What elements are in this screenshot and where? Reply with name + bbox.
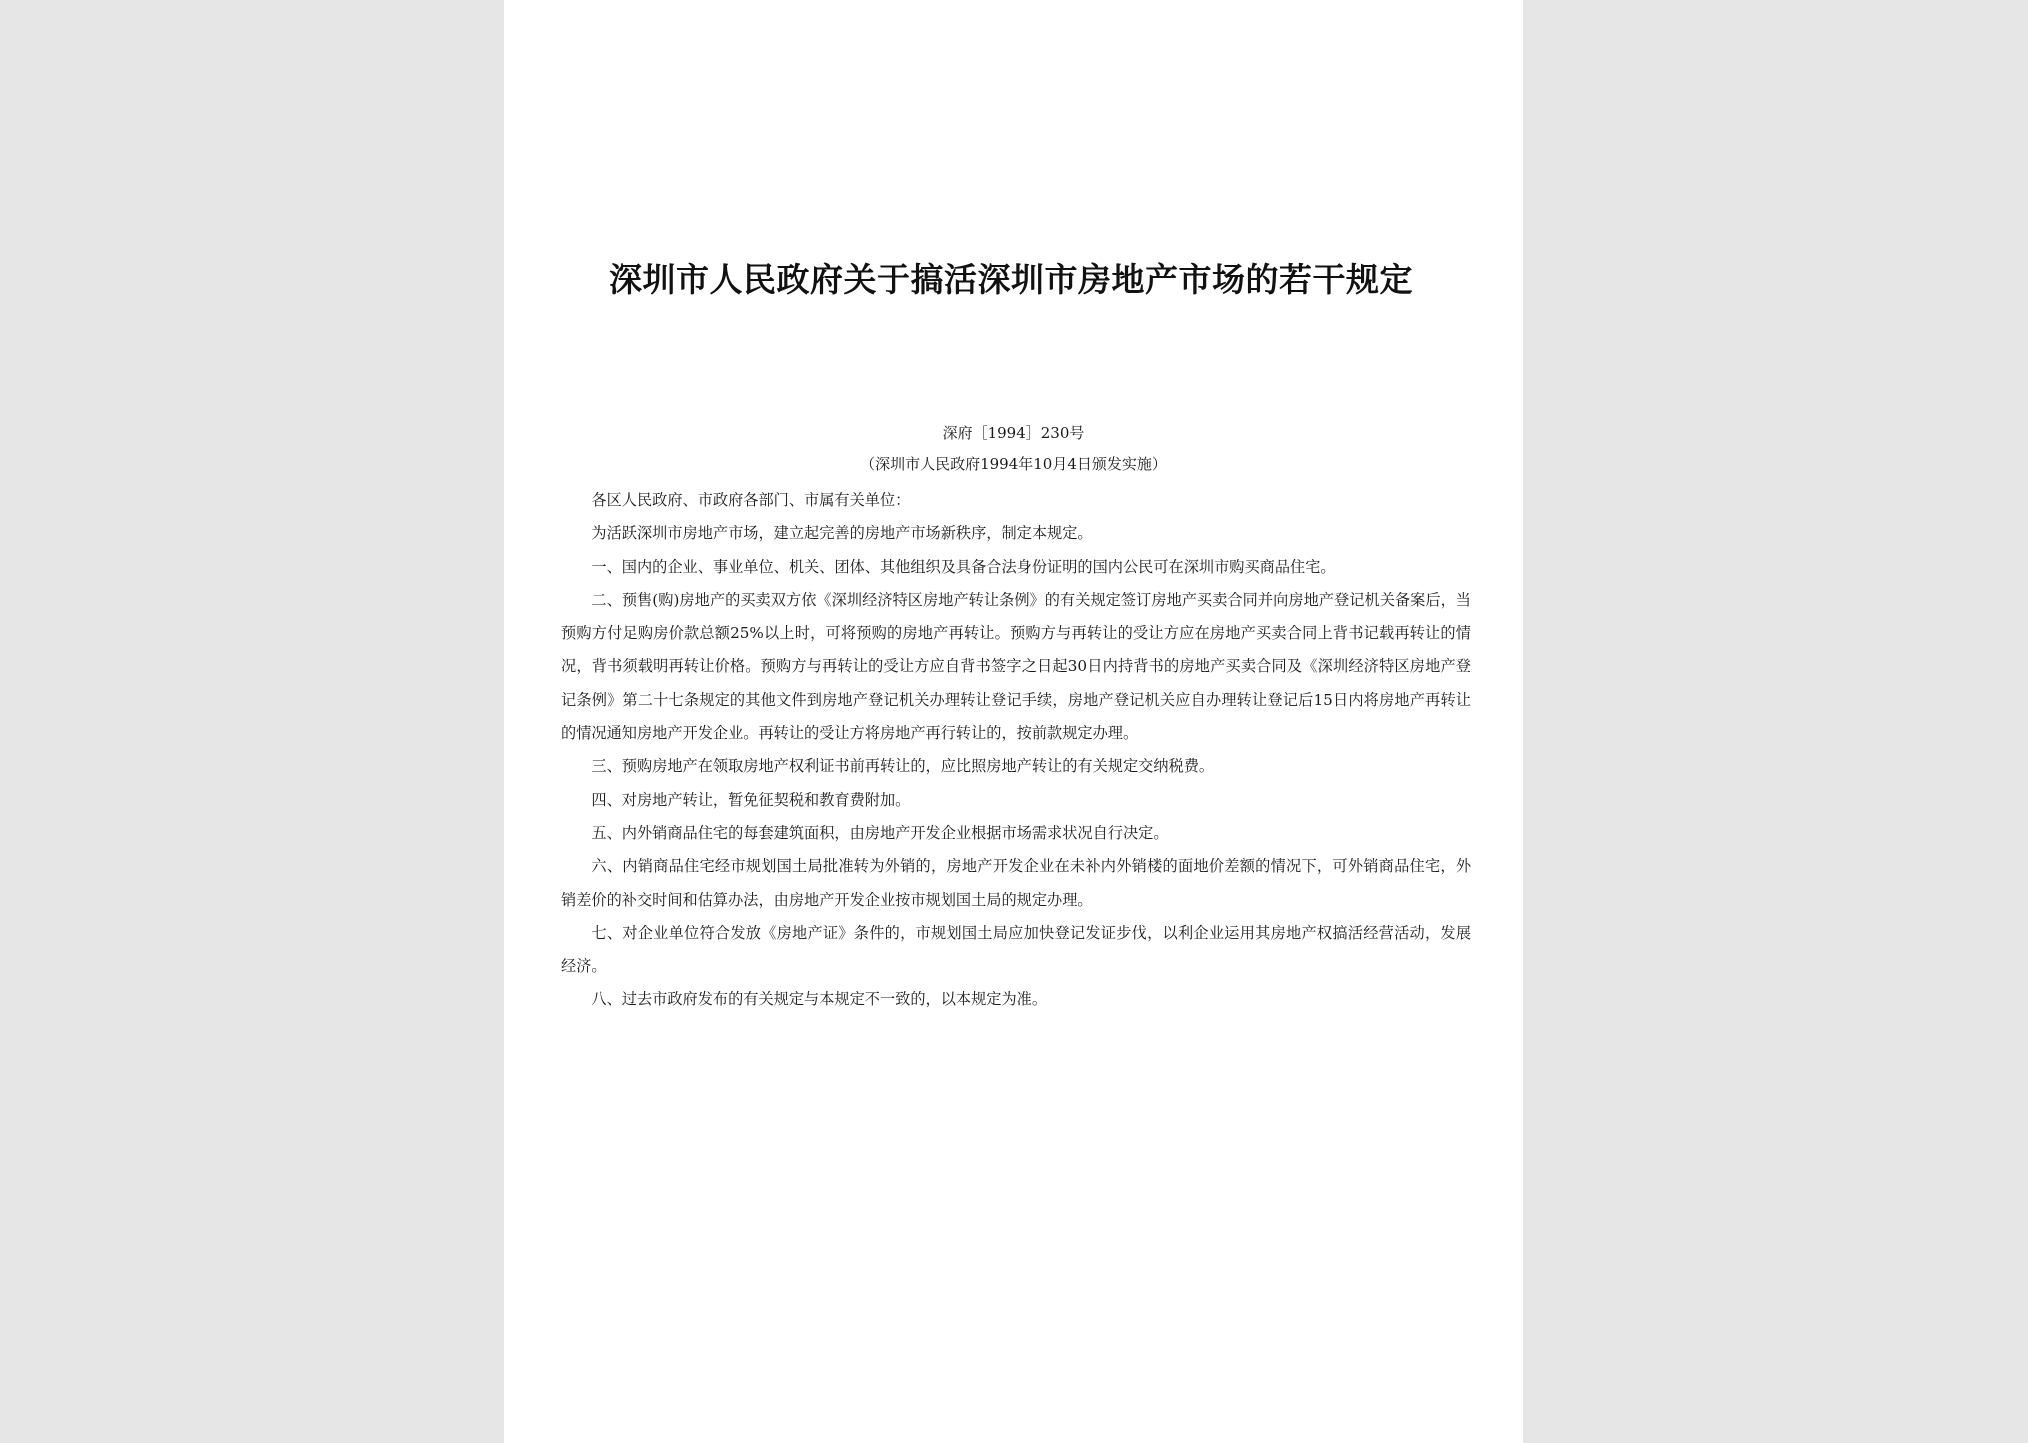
paragraph-article-8: 八、过去市政府发布的有关规定与本规定不一致的，以本规定为准。 xyxy=(591,990,1048,1009)
paragraph-article-2: 二、预售(购)房地产的买卖双方依《深圳经济特区房地产转让条例》的有关规定签订房地产买卖合同并向房地产登记机关备案后，当预购方付足购房价款总额25%以上时，可将预购的房地产再转让。预购方与再转让的受让方应在房地产买卖合同上背书记载再转让的情况，背书须载明再转让价格。预购方与再转让的受让方应自背书签字之日起30日内持背书的房地产买卖合同及《深圳经济特区房地产登记条例》第二十七条规定的其他文件到房地产登记机关办理转让登记手续，房地产登记机关应自办理转让登记后15日内将房地产再转让的情况通知房地产开发企业。再转让的受让方将房地产再行转让的，按前款规定办理。 xyxy=(561,590,1471,743)
document-body xyxy=(561,484,1471,1017)
paragraph-salutation: 各区人民政府、市政府各部门、市属有关单位： xyxy=(591,491,911,509)
document-number: 深府［1994］230号 xyxy=(942,424,1085,442)
paragraph-article-6: 六、内销商品住宅经市规划国土局批准转为外销的，房地产开发企业在未补内外销楼的面地价差额的情况下，可外销商品住宅，外销差价的补交时间和估算办法，由房地产开发企业按市规划国土局的规定办理。 xyxy=(561,857,1471,909)
paragraph-article-4: 四、对房地产转让，暂免征契税和教育费附加。 xyxy=(591,790,911,809)
document-page xyxy=(504,0,1523,1443)
paragraph-article-5: 五、内外销商品住宅的每套建筑面积，由房地产开发企业根据市场需求状况自行决定。 xyxy=(591,823,1169,842)
paragraph-article-3: 三、预购房地产在领取房地产权利证书前再转让的，应比照房地产转让的有关规定交纳税费。 xyxy=(591,757,1215,776)
document-title: 深圳市人民政府关于搞活深圳市房地产市场的若干规定 xyxy=(609,260,1413,299)
paragraph-preamble: 为活跃深圳市房地产市场，建立起完善的房地产市场新秩序，制定本规定。 xyxy=(591,524,1093,543)
paragraph-article-1: 一、国内的企业、事业单位、机关、团体、其他组织及具备合法身份证明的国内公民可在深圳市购买商品住宅。 xyxy=(591,557,1336,576)
issue-note: （深圳市人民政府1994年10月4日颁发实施） xyxy=(860,455,1167,473)
paragraph-article-7: 七、对企业单位符合发放《房地产证》条件的，市规划国土局应加快登记发证步伐，以利企业运用其房地产权搞活经营活动，发展经济。 xyxy=(561,923,1471,976)
